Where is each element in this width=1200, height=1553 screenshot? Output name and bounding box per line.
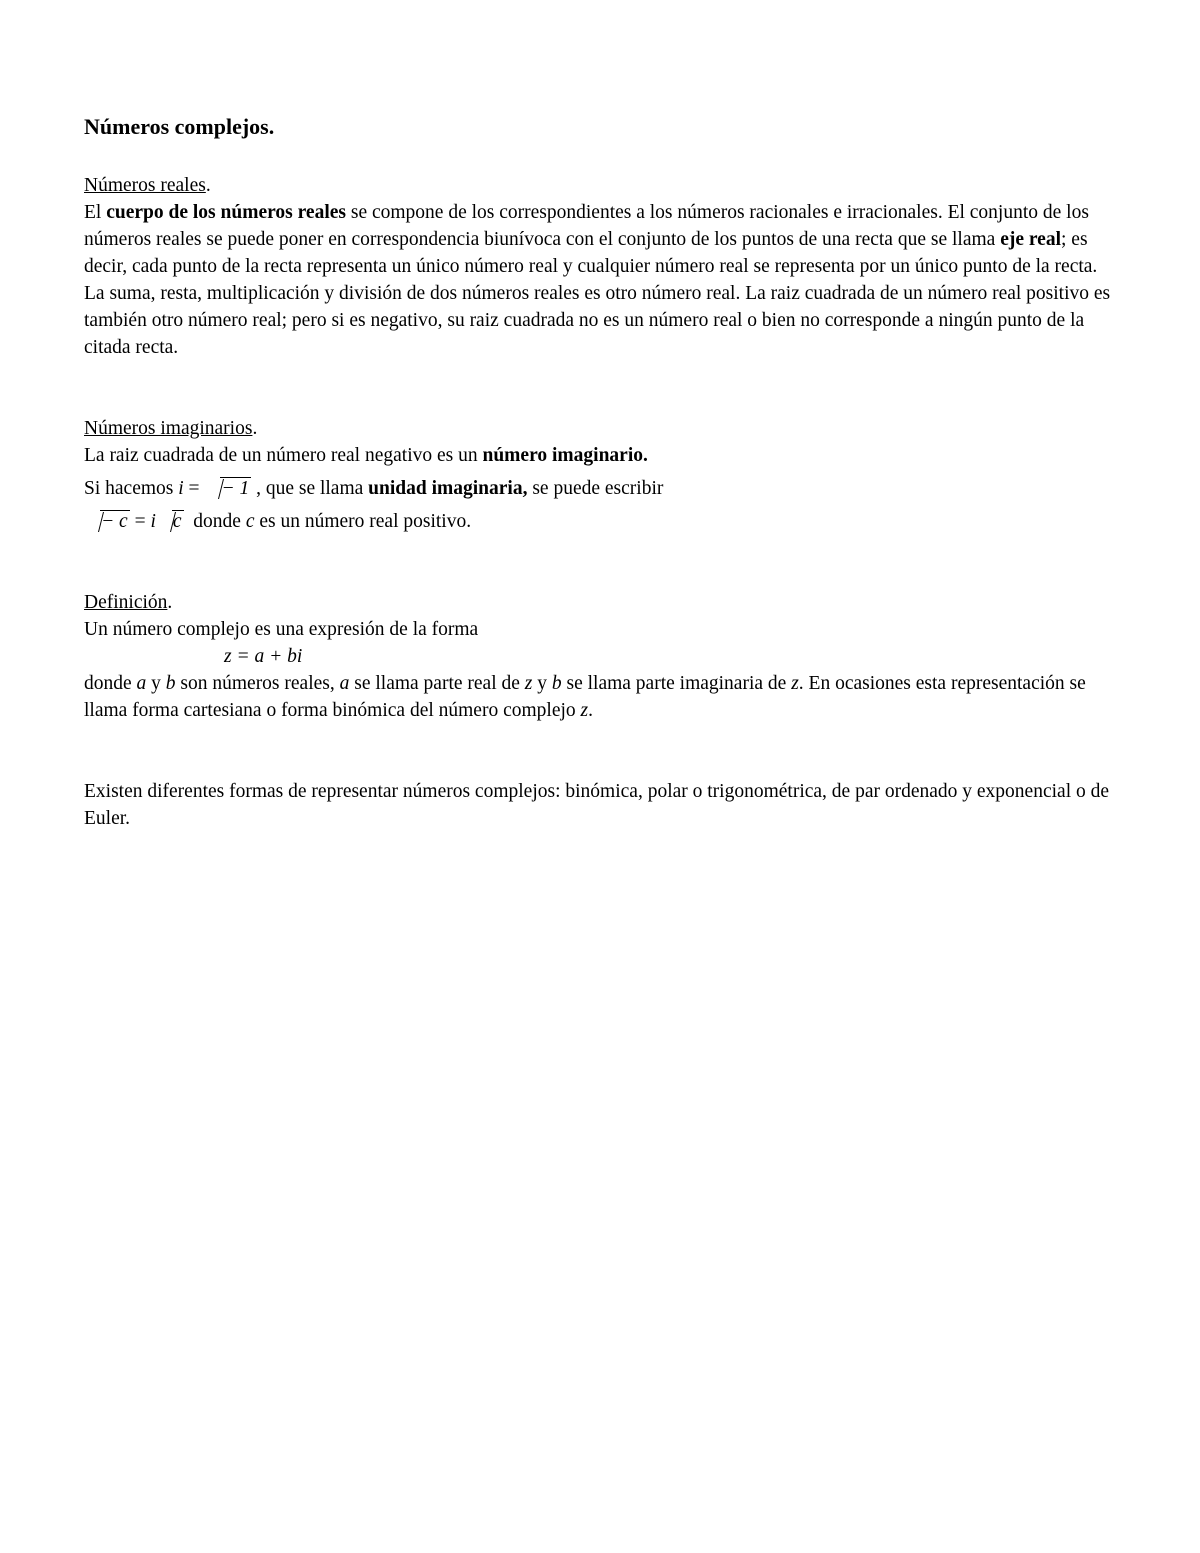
math-var-i: i (150, 511, 156, 532)
sqrt-radicand: − 1 (221, 478, 250, 499)
bold-term-unidad-imaginaria: unidad imaginaria, (368, 478, 528, 499)
bold-term-eje-real: eje real (1000, 229, 1061, 250)
paragraph-formas: Existen diferentes formas de representar números complejos: binómica, polar o trigonométrica, de par ordenado y exponencial o de Euler. (84, 781, 1110, 829)
sqrt-symbol (158, 508, 184, 535)
heading-definicion-text: Definición (84, 592, 168, 613)
math-var-c: c (245, 511, 255, 532)
math-var-z: z (791, 673, 799, 694)
text-fragment: ; es decir, cada punto de la recta representa un único número real y cualquier número real se representa por un único punto de la recta. (84, 229, 1098, 277)
text-fragment: , que se llama (251, 478, 369, 499)
text-fragment: y (146, 673, 166, 694)
math-var-b: b (165, 673, 176, 694)
sqrt-radicand: c (172, 511, 182, 532)
sqrt-radicand: − c (101, 511, 128, 532)
paragraph-reales-2: La suma, resta, multiplicación y división de dos números reales es otro número real. La raiz cuadrada de un número real positivo es también otro número real; pero si es negativo, su raiz cuadrada no es un número real o bien no corresponde a ningún punto de la citada recta. (84, 283, 1111, 358)
formula-binomica: z = a + bi (224, 646, 303, 667)
section-heading-definicion: Definición. (84, 592, 173, 613)
text-fragment: y (532, 673, 552, 694)
text-fragment: se puede escribir (527, 478, 664, 499)
math-var-i: i (178, 478, 184, 499)
spacer (84, 361, 1124, 415)
text-fragment: . (588, 700, 593, 721)
imaginarios-line-2 (84, 475, 1124, 502)
section-heading-reales: Números reales. (84, 175, 211, 196)
imaginarios-line-1: La raiz cuadrada de un número real negativo es un número imaginario. (84, 445, 648, 466)
math-equals: = (183, 478, 205, 499)
text-fragment: La raiz cuadrada de un número real negativo es un (84, 445, 483, 466)
text-fragment: es un número real positivo. (254, 511, 472, 532)
text-fragment: se llama parte real de (349, 673, 525, 694)
heading-reales-text: Números reales (84, 175, 206, 196)
spacer (84, 535, 1124, 589)
bold-term-numero-imaginario: número imaginario (482, 445, 643, 466)
bold-term-cuerpo: cuerpo de los números reales (106, 202, 346, 223)
spacer (84, 724, 1124, 778)
math-var-a: a (339, 673, 350, 694)
paragraph-reales-1 (84, 199, 1124, 280)
heading-imaginarios-text: Números imaginarios (84, 418, 253, 439)
sqrt-symbol (86, 508, 130, 535)
text-fragment: donde (84, 673, 137, 694)
math-var-b: b (551, 673, 562, 694)
section-definicion (84, 589, 1124, 724)
math-var-z: z (524, 673, 533, 694)
document-page (84, 112, 1124, 832)
math-var-z: z (580, 700, 589, 721)
section-reales (84, 172, 1124, 361)
page-title: Números complejos. (84, 114, 275, 139)
math-var-a: a (136, 673, 147, 694)
definicion-paragraph (84, 670, 1124, 724)
text-fragment: se llama parte imaginaria de (561, 673, 792, 694)
sqrt-symbol (206, 475, 251, 502)
imaginarios-line-3 (84, 508, 1124, 535)
section-imaginarios (84, 415, 1124, 535)
math-equals: = (129, 511, 151, 532)
text-fragment: El (84, 202, 107, 223)
definicion-line-1: Un número complejo es una expresión de la forma (84, 619, 479, 640)
section-heading-imaginarios: Números imaginarios. (84, 418, 258, 439)
text-fragment: son números reales, (175, 673, 340, 694)
text-fragment: Si hacemos (84, 478, 179, 499)
text-fragment: . En ocasiones esta representación se llama forma cartesiana o forma binómica del número complejo (84, 673, 1086, 721)
text-fragment: donde (183, 511, 246, 532)
text-fragment: se compone de los correspondientes a los números racionales e irracionales. El conjunto de los números reales se puede poner en correspondencia biunívoca con el conjunto de los puntos de una recta que se llama (84, 202, 1089, 250)
